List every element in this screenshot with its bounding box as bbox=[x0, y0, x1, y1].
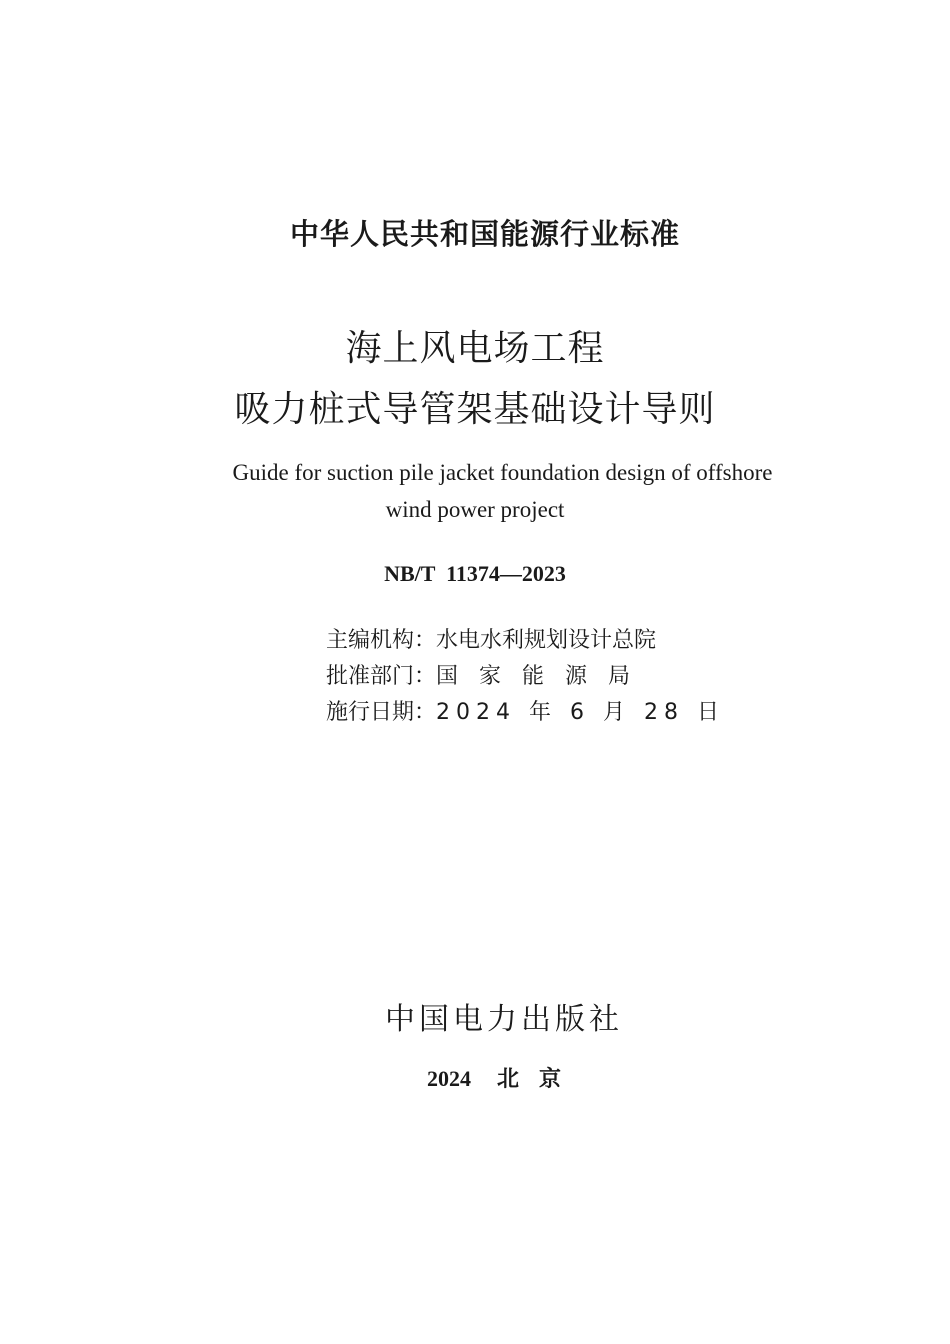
title-english-line-2: wind power project bbox=[385, 497, 565, 522]
approver-value: 国家能源局 bbox=[436, 664, 652, 689]
editor-value: 水电水利规划设计总院 bbox=[436, 628, 657, 653]
editor-label: 主编机构： bbox=[326, 628, 437, 653]
effective-date-value: 2024 年 6 月 28 日 bbox=[436, 700, 725, 725]
industry-standard-heading: 中华人民共和国能源行业标准 bbox=[289, 217, 680, 251]
publication-place bbox=[0, 1062, 950, 1093]
approver-row bbox=[326, 659, 651, 690]
publication-city: 北京 bbox=[496, 1067, 581, 1092]
effective-date-row bbox=[326, 695, 725, 726]
effective-date-label: 施行日期： bbox=[326, 700, 437, 725]
title-chinese-line-1: 海上风电场工程 bbox=[345, 328, 605, 369]
approver-label: 批准部门： bbox=[326, 664, 437, 689]
title-chinese-line-2: 吸力桩式导管架基础设计导则 bbox=[234, 389, 716, 430]
standard-number: NB/T 11374—2023 bbox=[384, 561, 566, 586]
title-english-line-1: Guide for suction pile jacket foundation design of offshore bbox=[232, 460, 773, 485]
editor-row bbox=[326, 623, 656, 654]
publication-year: 2024 bbox=[426, 1066, 471, 1091]
publisher-name: 中国电力出版社 bbox=[385, 1002, 623, 1037]
